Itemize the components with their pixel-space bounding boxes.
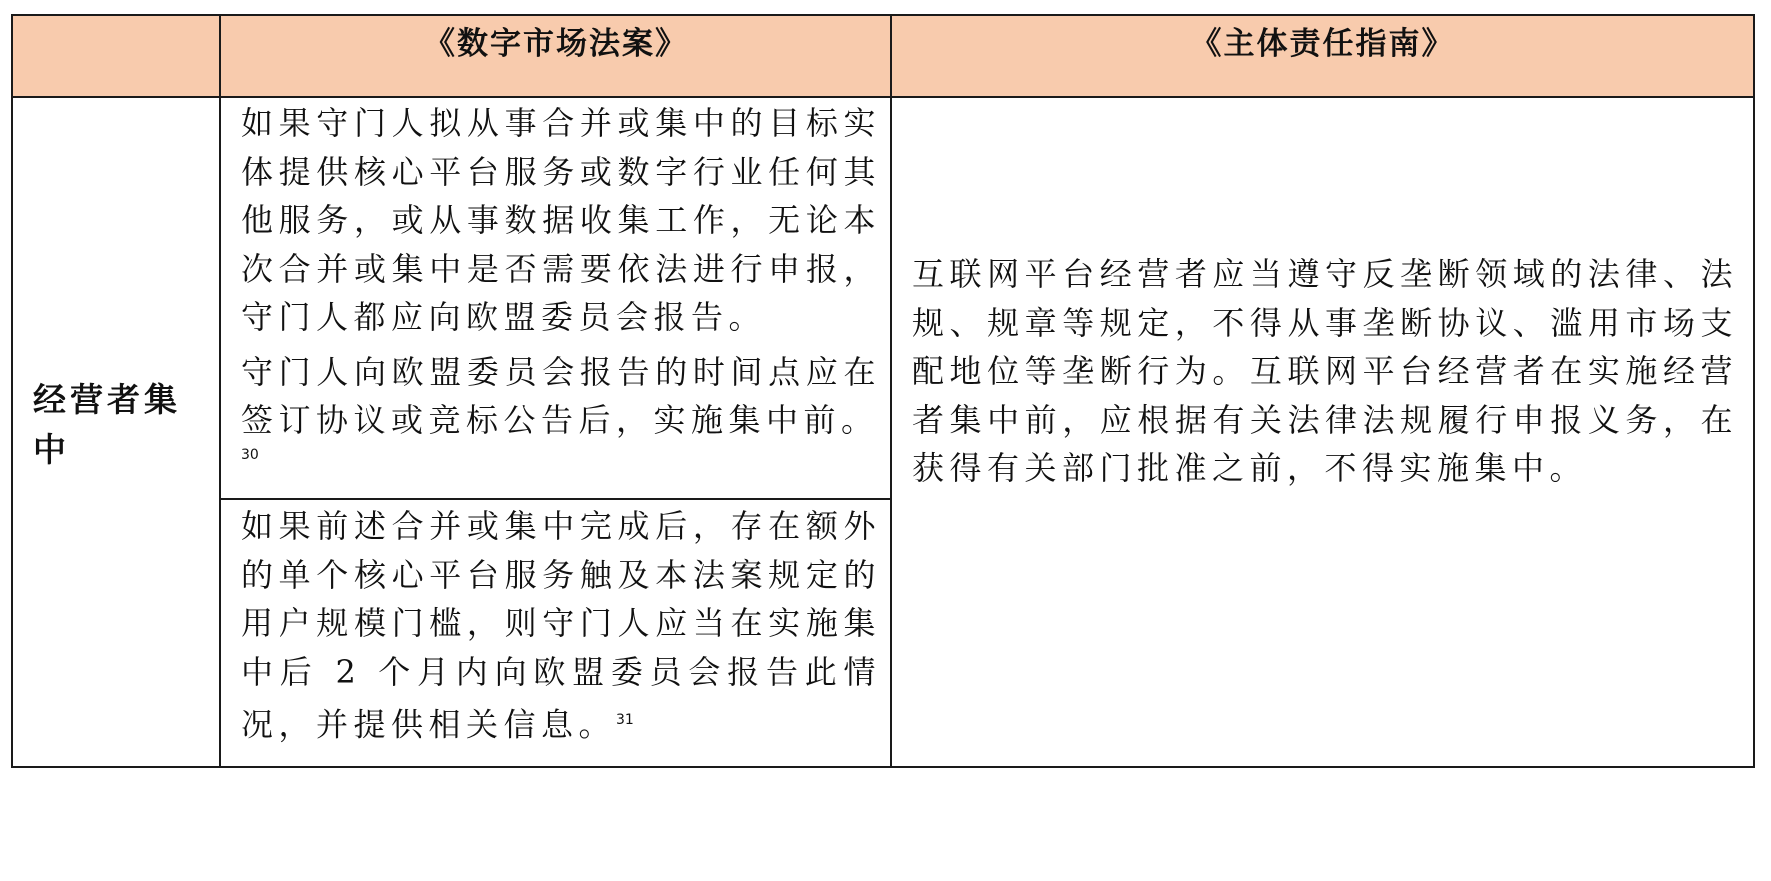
header-cell-guide [892,16,1753,96]
header-divider [13,96,1753,98]
guide-paragraph: 互联网平台经营者应当遵守反垄断领域的法律、法规、规章等规定，不得从事垄断协议、滥用市场支配地位等垄断行为。互联网平台经营者在实施经营者集中前，应根据有关法律法规履行申报义务，在获得有关部门批准之前，不得实施集中。 [912,255,1738,487]
dma-upper-cell [241,99,881,465]
guide-cell [912,250,1738,499]
dma-row-divider [219,498,892,500]
dma-lower-cell [241,502,881,749]
col-divider-2 [890,16,892,766]
dma-paragraph-2: 守门人向欧盟委员会报告的时间点应在签订协议或竞标公告后，实施集中前。 [241,352,881,439]
header-guide-title: 《主体责任指南》 [1190,26,1455,62]
col-divider-1 [219,16,221,766]
footnote-30: 30 [241,446,259,463]
footnote-31: 31 [616,712,634,728]
dma-paragraph-1: 如果守门人拟从事合并或集中的目标实体提供核心平台服务或数字行业任何其他服务，或从事数据收集工作，无论本次合并或集中是否需要依法进行申报，守门人都应向欧盟委员会报告。 [241,104,881,336]
row-label: 经营者集中 [33,380,181,469]
comparison-table [11,14,1755,768]
dma-paragraph-3: 如果前述合并或集中完成后，存在额外的单个核心平台服务触及本法案规定的用户规模门槛，则守门人应当在实施集中后 2 个月内向欧盟委员会报告此情况，并提供相关信息。 [241,507,881,744]
header-cell-dma [221,16,891,96]
header-dma-title: 《数字市场法案》 [424,26,688,62]
